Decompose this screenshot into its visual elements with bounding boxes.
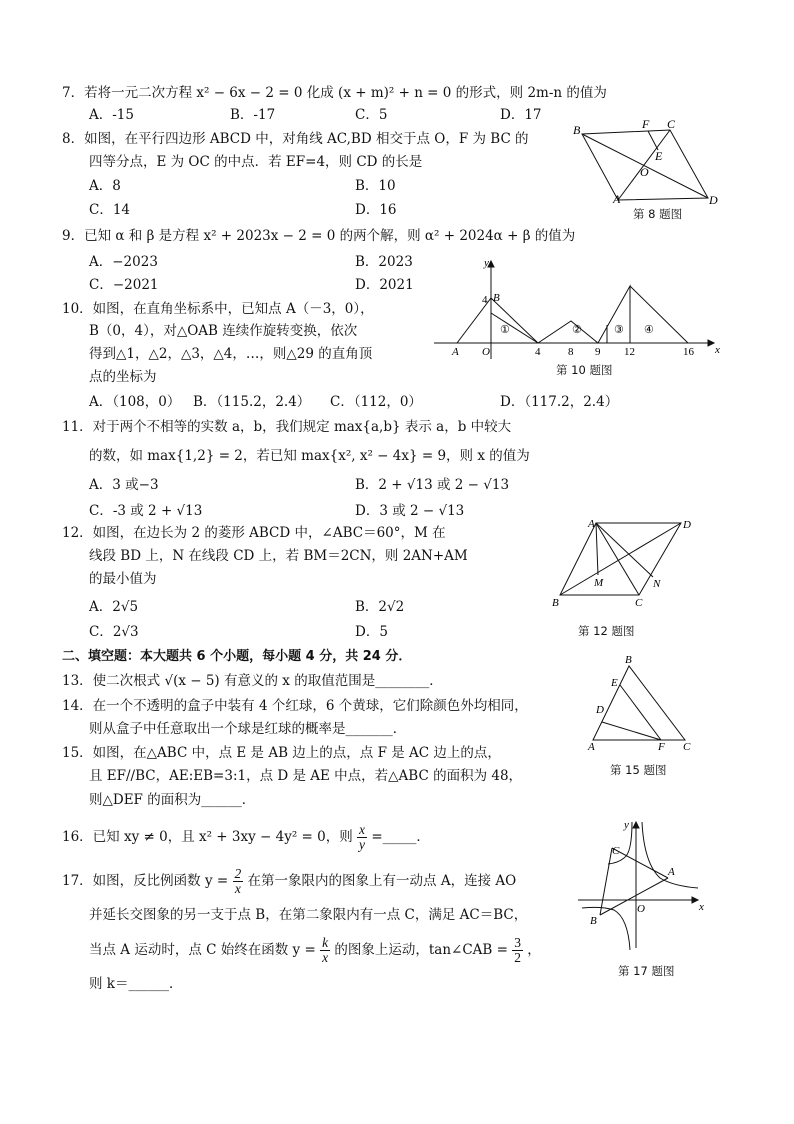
q9-option-c: C．−2021 — [89, 277, 159, 293]
q15-line2: 且 EF//BC，AE:EB=3:1，点 D 是 AE 中点，若△ABC 的面积为 48， — [89, 768, 523, 784]
q17-l1-denominator: x — [234, 881, 241, 896]
q10-label-x: x — [715, 344, 720, 356]
q17-l3-mid: 的图象上运动，tan∠CAB = — [334, 942, 508, 958]
q16-denominator: y — [359, 837, 366, 852]
q7-option-b: B．-17 — [230, 107, 276, 123]
q15-label-e: E — [611, 677, 618, 689]
q15-label-d: D — [596, 704, 604, 716]
q17-fraction-k-x — [320, 936, 330, 965]
q8-option-d: D．16 — [355, 202, 397, 218]
q8-label-o: O — [640, 165, 649, 179]
q12-label-b: B — [552, 597, 559, 609]
q15-label-f: F — [658, 741, 665, 753]
q13-stem: 13．使二次根式 √(x − 5) 有意义的 x 的取值范围是________． — [62, 673, 443, 689]
q17-label-y: y — [624, 819, 629, 831]
section-2-heading: 二、填空题：本大题共 6 个小题，每小题 4 分，共 24 分． — [62, 649, 412, 664]
q16-line — [62, 820, 430, 854]
q12-label-n: N — [653, 578, 661, 590]
q17-l1-numerator: 2 — [234, 866, 242, 881]
q9-option-b: B．2023 — [355, 254, 413, 270]
q10-label-4y: 4 — [482, 294, 488, 306]
q12-option-c: C．2√3 — [89, 624, 139, 640]
q8-label-e: E — [655, 149, 663, 163]
q17-line3 — [89, 932, 541, 968]
q9-option-a: A．−2023 — [89, 254, 158, 270]
q8-option-b: B．10 — [355, 178, 396, 194]
q17-line2: 并延长交图象的另一支于点 B，在第二象限内有一点 C，满足 AC＝BC， — [89, 907, 528, 923]
q17-fraction-3-2 — [512, 936, 523, 965]
q17-fraction-2-x — [233, 867, 244, 896]
q10-option-b: B．（115.2，2.4） — [193, 394, 311, 410]
q10-line1: 10．如图，在直角坐标系中，已知点 A（－3，0）， — [62, 301, 374, 317]
q16-post: =_____． — [371, 829, 430, 845]
q17-line4: 则 k＝______． — [89, 976, 183, 992]
q15-label-c: C — [683, 741, 691, 753]
q10-option-d: D．（117.2，2.4） — [500, 394, 619, 410]
q9-option-d: D．2021 — [355, 277, 414, 293]
q8-label-d: D — [709, 193, 718, 207]
q12-label-d: D — [683, 519, 691, 531]
q10-option-c: C．（112，0） — [330, 394, 422, 410]
q12-option-a: A．2√5 — [89, 599, 139, 615]
q15-figure — [585, 652, 700, 752]
q8-caption: 第 8 题图 — [633, 207, 683, 221]
q7-option-c: C．5 — [355, 107, 388, 123]
q8-option-a: A．8 — [89, 178, 121, 194]
q17-label-x: x — [699, 901, 704, 913]
q17-figure — [578, 818, 708, 958]
q10-circle-1: ① — [500, 324, 510, 336]
q15-caption: 第 15 题图 — [610, 763, 667, 777]
q8-label-f: F — [642, 117, 650, 131]
q10-circle-4: ④ — [644, 324, 654, 336]
q8-label-c: C — [667, 117, 676, 131]
q11-option-d: D．3 或 2 − √13 — [355, 503, 465, 519]
q17-l3-denominator2: 2 — [514, 950, 521, 965]
q16-pre: 16．已知 xy ≠ 0，且 x² + 3xy − 4y² = 0，则 — [62, 829, 353, 845]
q15-label-a: A — [588, 741, 595, 753]
q12-line2: 线段 BD 上，N 在线段 CD 上，若 BM＝2CN，则 2AN+AM — [89, 548, 468, 564]
q10-tick-4: 4 — [535, 346, 541, 358]
q17-l3-denominator: x — [322, 950, 329, 965]
q10-tick-16: 16 — [683, 346, 694, 358]
q10-label-y: y — [484, 257, 489, 269]
q17-label-o: O — [637, 903, 645, 915]
q10-option-a: A．（108，0） — [89, 394, 181, 410]
q12-figure — [548, 515, 698, 610]
q12-caption: 第 12 题图 — [578, 624, 635, 638]
q8-option-c: C．14 — [89, 202, 131, 218]
q8-line1: 8．如图，在平行四边形 ABCD 中，对角线 AC,BD 相交于点 O，F 为 BC 的 — [62, 131, 529, 147]
q7-option-d: D．17 — [500, 107, 542, 123]
q17-label-b: B — [590, 915, 597, 927]
q8-label-a: A — [613, 192, 621, 206]
q8-figure — [570, 117, 720, 210]
q10-line2: B（0，4），对△OAB 连续作旋转变换，依次 — [89, 323, 358, 339]
q12-option-d: D．5 — [355, 624, 388, 640]
q10-figure — [432, 255, 722, 365]
q10-label-a: A — [452, 346, 459, 358]
q10-tick-8: 8 — [568, 346, 574, 358]
q10-label-b: B — [493, 292, 500, 304]
q17-l3-pre: 当点 A 运动时，点 C 始终在函数 y = — [89, 942, 316, 958]
q17-label-c: C — [612, 845, 620, 857]
q12-label-a: A — [588, 518, 595, 530]
q17-caption: 第 17 题图 — [618, 964, 675, 978]
q10-circle-3: ③ — [614, 324, 624, 336]
q11-line2: 的数，如 max{1,2} = 2，若已知 max{x², x² − 4x} = 9，则 x 的值为 — [89, 448, 530, 464]
q16-fraction — [357, 823, 367, 852]
q11-line1: 11．对于两个不相等的实数 a，b，我们规定 max{a,b} 表示 a，b 中较大 — [62, 419, 512, 435]
q12-label-c: C — [635, 597, 643, 609]
q17-label-a: A — [668, 866, 675, 878]
q10-tick-12: 12 — [624, 346, 635, 358]
q16-numerator: x — [359, 822, 366, 837]
q10-line3: 得到△1，△2，△3，△4，…，则△29 的直角顶 — [89, 346, 373, 362]
q10-caption: 第 10 题图 — [556, 363, 613, 377]
q15-line3: 则△DEF 的面积为______． — [89, 792, 256, 808]
q12-line1: 12．如图，在边长为 2 的菱形 ABCD 中，∠ABC＝60°，M 在 — [62, 525, 446, 541]
q10-circle-2: ② — [572, 324, 582, 336]
q14-line2: 则从盒子中任意取出一个球是红球的概率是_______． — [89, 721, 407, 737]
q7-option-a: A．-15 — [89, 107, 134, 123]
q12-line3: 的最小值为 — [89, 571, 157, 587]
q17-line1 — [62, 864, 516, 898]
q15-line1: 15．如图，在△ABC 中，点 E 是 AB 边上的点，点 F 是 AC 边上的点， — [62, 745, 501, 761]
q11-option-c: C．-3 或 2 + √13 — [89, 503, 203, 519]
q11-option-b: B．2 + √13 或 2 − √13 — [355, 477, 510, 493]
q17-l1-post: 在第一象限内的图象上有一动点 A，连接 AO — [247, 873, 517, 889]
q8-label-b: B — [573, 123, 581, 137]
q17-l1-pre: 17．如图，反比例函数 y = — [62, 873, 229, 889]
q8-line2: 四等分点，E 为 OC 的中点．若 EF=4，则 CD 的长是 — [89, 154, 423, 170]
q10-label-o: O — [482, 346, 490, 358]
q17-l3-post: ， — [527, 942, 541, 958]
q12-option-b: B．2√2 — [355, 599, 405, 615]
q15-label-b: B — [625, 654, 632, 666]
q11-option-a: A．3 或−3 — [89, 477, 159, 493]
q10-tick-9: 9 — [595, 346, 601, 358]
q14-line1: 14．在一个不透明的盒子中装有 4 个红球，6 个黄球，它们除颜色外均相同， — [62, 698, 528, 714]
q7-stem: 7．若将一元二次方程 x² − 6x − 2 = 0 化成 (x + m)² + n = 0 的形式，则 2m-n 的值为 — [62, 85, 607, 101]
q9-stem: 9．已知 α 和 β 是方程 x² + 2023x − 2 = 0 的两个解，则 α² + 2024α + β 的值为 — [62, 228, 576, 244]
q12-label-m: M — [594, 577, 604, 589]
q17-l3-numerator2: 3 — [514, 935, 521, 950]
q10-line4: 点的坐标为 — [89, 369, 157, 385]
q17-l3-numerator: k — [322, 935, 329, 950]
